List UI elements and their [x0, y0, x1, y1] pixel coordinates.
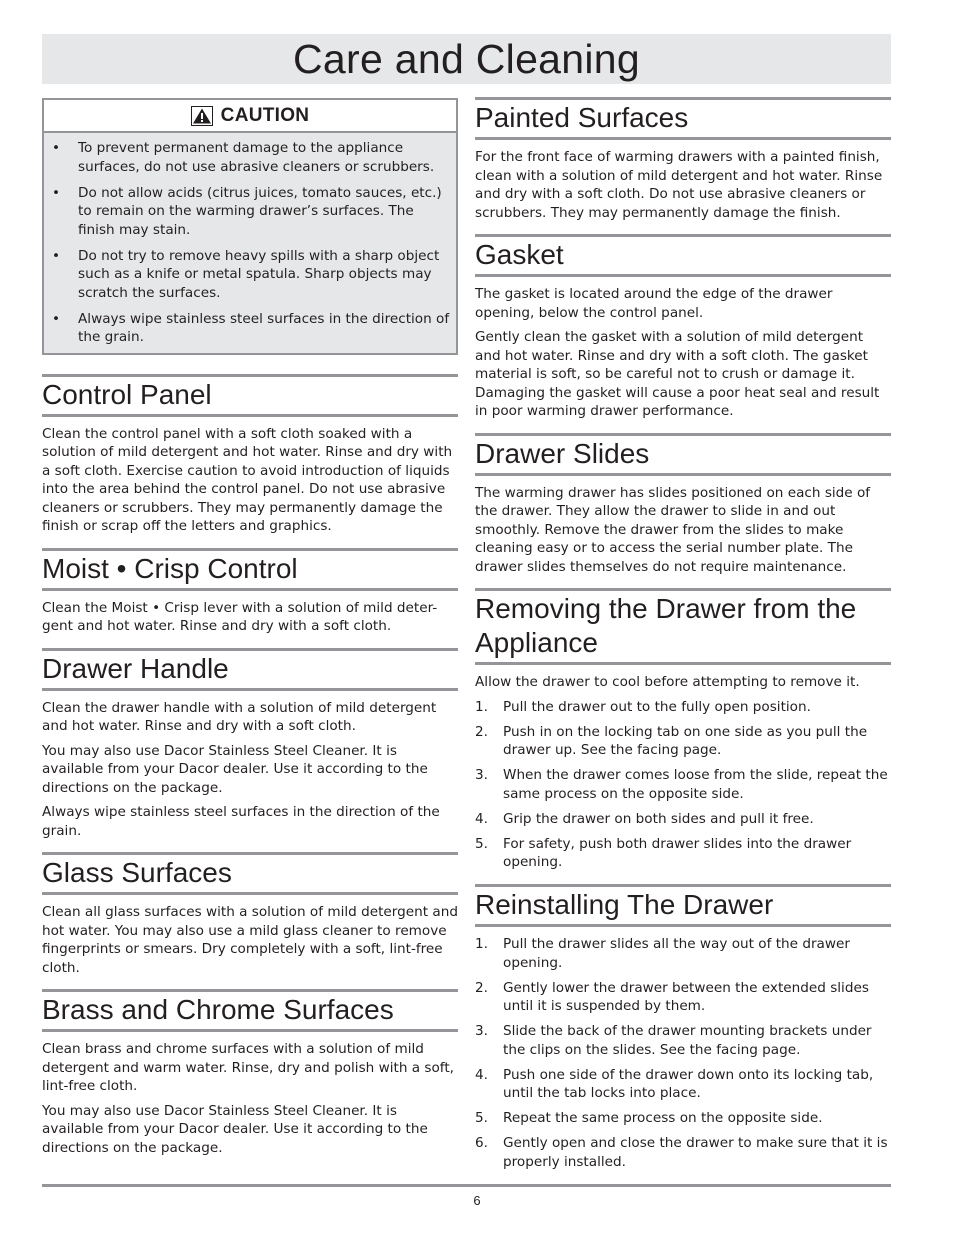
section-body — [42, 895, 458, 989]
step-number: 2. — [475, 979, 488, 996]
section-brass-and-chrome-surfaces — [42, 989, 458, 1169]
left-column — [42, 97, 458, 1169]
step-item — [475, 766, 891, 803]
caution-item — [44, 247, 450, 303]
caution-box — [42, 98, 458, 355]
step-number: 3. — [475, 767, 488, 783]
step-item — [475, 1022, 891, 1059]
steps-list — [475, 935, 891, 1171]
step-text: Grip the drawer on both sides and pull it free. — [503, 810, 814, 827]
step-text: When the drawer comes loose from the slide, repeat the same process on the opposite side. — [503, 767, 888, 802]
paragraph: The gasket is located around the edge of the drawer opening, below the control panel. — [475, 286, 833, 321]
caution-label: CAUTION — [220, 104, 310, 126]
caution-item — [44, 139, 450, 176]
caution-item-text: Do not try to remove heavy spills with a sharp object such as a knife or metal spatula. Sharp objects may scratch the surfaces. — [78, 247, 440, 301]
section-drawer-handle — [42, 648, 458, 853]
step-text: Pull the drawer slides all the way out of the drawer opening. — [503, 936, 850, 971]
step-item — [475, 979, 891, 1016]
section-heading: Reinstalling The Drawer — [475, 887, 891, 927]
section-body — [475, 927, 891, 1184]
paragraph: Gently clean the gasket with a solution of mild detergent and hot water. Rinse and dry with a soft cloth. The gasket material is soft, so be careful not to crush or damage it. Damaging the gasket will cause a poor heat seal and result in poor warming drawer performance. — [475, 329, 880, 419]
paragraph: Clean brass and chrome surfaces with a solution of mild detergent and warm water. Rinse, dry and polish with a soft, lint-free cloth. — [42, 1041, 455, 1094]
step-number: 3. — [475, 1023, 488, 1039]
page-title: Care and Cleaning — [293, 36, 640, 82]
right-column — [475, 97, 891, 1184]
section-body — [475, 665, 891, 884]
step-text: Push in on the locking tab on one side as you pull the drawer up. See the facing page. — [503, 723, 868, 758]
bullet: • — [52, 310, 61, 327]
step-number: 1. — [475, 698, 488, 715]
section-heading: Painted Surfaces — [475, 100, 891, 140]
step-text: Repeat the same process on the opposite side. — [503, 1110, 823, 1126]
paragraph: The warming drawer has slides positioned on each side of the drawer. They allow the drawer to slide in and out smoothly. Remove the drawer from the slides to make cleaning easy or to access the serial number plate. The drawer slides themselves do not require maintenance. — [475, 484, 871, 575]
section-gasket — [475, 234, 891, 433]
step-text: Slide the back of the drawer mounting brackets under the clips on the slides. See the facing page. — [503, 1023, 872, 1058]
title-banner — [42, 34, 891, 84]
section-removing-the-drawer-from-the-appliance — [475, 588, 891, 884]
warning-triangle-icon — [191, 106, 213, 126]
paragraph: For the front face of warming drawers with a painted finish, clean with a solution of mild detergent and hot water. Rinse and dry with a soft cloth. Do not use abrasive cleaners or scrubbers. They may permanently damage the finish. — [475, 149, 883, 221]
section-reinstalling-the-drawer — [475, 884, 891, 1184]
section-body — [42, 691, 458, 853]
section-heading: Moist • Crisp Control — [42, 551, 458, 591]
step-text: Push one side of the drawer down onto its locking tab, until the tab locks into place. — [503, 1066, 874, 1101]
caution-header — [44, 100, 456, 133]
left-sections — [42, 374, 458, 1170]
section-heading: Drawer Handle — [42, 651, 458, 691]
section-body — [475, 277, 891, 433]
bullet: • — [52, 184, 61, 201]
section-glass-surfaces — [42, 852, 458, 989]
step-item — [475, 698, 891, 717]
paragraph: You may also use Dacor Stainless Steel Cleaner. It is available from your Dacor dealer. Use it according to the directions on the package. — [42, 742, 428, 796]
section-drawer-slides — [475, 433, 891, 589]
step-number: 2. — [475, 723, 488, 740]
paragraph: Clean the Moist • Crisp lever with a solution of mild deter-gent and hot water. Rinse and dry with a soft cloth. — [42, 599, 438, 634]
step-text: For safety, push both drawer slides into the drawer opening. — [503, 835, 852, 870]
section-heading: Control Panel — [42, 377, 458, 417]
caution-item — [44, 184, 450, 240]
section-painted-surfaces — [475, 97, 891, 234]
step-item — [475, 810, 891, 829]
section-heading: Brass and Chrome Surfaces — [42, 992, 458, 1032]
section-body — [42, 417, 458, 548]
right-sections — [475, 97, 891, 1184]
paragraph: Allow the drawer to cool before attempting to remove it. — [475, 674, 860, 690]
step-number: 6. — [475, 1135, 488, 1151]
section-body — [475, 476, 891, 589]
step-item — [475, 1134, 891, 1171]
step-number: 5. — [475, 835, 488, 852]
step-item — [475, 935, 891, 972]
step-text: Gently open and close the drawer to make sure that it is properly installed. — [503, 1135, 888, 1170]
footer-rule — [42, 1184, 891, 1187]
bullet: • — [52, 247, 61, 264]
caution-item-text: Always wipe stainless steel surfaces in the direction of the grain. — [78, 310, 450, 345]
section-heading: Glass Surfaces — [42, 855, 458, 895]
page-number: 6 — [473, 1193, 481, 1208]
section-moist-crisp-control — [42, 548, 458, 648]
paragraph: Clean the control panel with a soft cloth soaked with a solution of mild detergent and hot water. Rinse and dry with a soft cloth. Exercise caution to avoid introduction of liquids into the area behind the control panel. Do not use abrasive cleaners or scrubbers. They may permanently damage the finish or scrap off the letters and graphics. — [42, 425, 453, 534]
step-item — [475, 835, 891, 872]
section-heading: Removing the Drawer from the Appliance — [475, 591, 891, 665]
bullet: • — [52, 140, 61, 156]
step-item — [475, 1109, 891, 1128]
section-body — [42, 591, 458, 648]
section-body — [475, 140, 891, 234]
caution-item — [44, 310, 450, 347]
step-number: 1. — [475, 936, 488, 952]
paragraph: Clean all glass surfaces with a solution of mild detergent and hot water. You may also use a mild glass cleaner to remove fingerprints or smears. Dry completely with a soft, lint-free cloth. — [42, 904, 458, 976]
section-heading: Drawer Slides — [475, 436, 891, 476]
step-text: Gently lower the drawer between the extended slides until it is suspended by them. — [503, 979, 869, 1014]
section-body — [42, 1032, 458, 1169]
step-number: 4. — [475, 1066, 488, 1083]
caution-item-text: To prevent permanent damage to the appliance surfaces, do not use abrasive cleaners or scrubbers. — [78, 140, 435, 175]
caution-item-text: Do not allow acids (citrus juices, tomato sauces, etc.) to remain on the warming drawer’s surfaces. The finish may stain. — [78, 184, 442, 238]
step-number: 5. — [475, 1110, 488, 1126]
step-number: 4. — [475, 810, 488, 827]
step-item — [475, 1066, 891, 1103]
section-control-panel — [42, 374, 458, 548]
steps-list — [475, 698, 891, 872]
step-text: Pull the drawer out to the fully open position. — [503, 698, 811, 715]
paragraph: Always wipe stainless steel surfaces in the direction of the grain. — [42, 804, 440, 839]
paragraph: Clean the drawer handle with a solution of mild detergent and hot water. Rinse and dry with a soft cloth. — [42, 699, 437, 734]
section-heading: Gasket — [475, 237, 891, 277]
step-item — [475, 723, 891, 760]
paragraph: You may also use Dacor Stainless Steel Cleaner. It is available from your Dacor dealer. Use it according to the directions on the package. — [42, 1102, 428, 1156]
caution-list — [44, 133, 456, 353]
